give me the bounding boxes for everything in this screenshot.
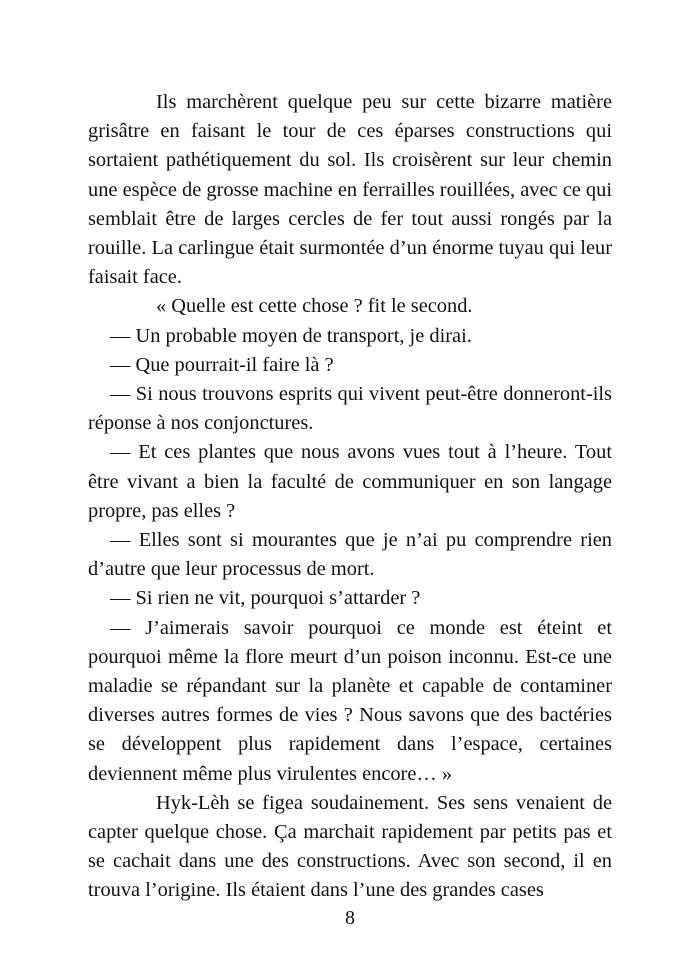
paragraph-dialogue: — Elles sont si mourantes que je n’ai pu comprendre rien d’autre que leur processus de mort. (88, 529, 612, 581)
paragraph-dialogue: — Un probable moyen de transport, je dirai. (110, 324, 472, 347)
paragraph-dialogue-opening: « Quelle est cette chose ? fit le second. (156, 295, 473, 318)
paragraph-narrative: Hyk-Lèh se figea soudainement. Ses sens venaient de capter quelque chose. Ça marchait rapidement par petits pas et se cachait dans une des constructions. Avec son second, il en trouva l’origine. Ils étaient dans l’une des grandes cases (88, 791, 612, 902)
paragraph-dialogue: — Si rien ne vit, pourquoi s’attarder ? (110, 587, 421, 610)
page-body (88, 88, 612, 906)
paragraph-dialogue: — Et ces plantes que nous avons vues tout à l’heure. Tout être vivant a bien la faculté de communiquer en son langage propre, pas elles ? (88, 441, 612, 522)
paragraph-dialogue: — J’aimerais savoir pourquoi ce monde est éteint et pourquoi même la flore meurt d’un poison inconnu. Est-ce une maladie se répandant sur la planète et capable de contaminer diverses autres formes de vies ? Nous savons que des bactéries se développent plus rapidement dans l’espace, certaines deviennent même plus virulentes encore… » (88, 616, 612, 785)
paragraph-narrative: Ils marchèrent quelque peu sur cette bizarre matière grisâtre en faisant le tour de ces éparses constructions qui sortaient pathétiquement du sol. Ils croisèrent sur leur chemin une espèce de grosse machine en ferrailles rouillées, avec ce qui semblait être de larges cercles de fer tout aussi rongés par la rouille. La carlingue était surmontée d’un énorme tuyau qui leur faisait face. (88, 91, 612, 289)
paragraph-dialogue: — Que pourrait-il faire là ? (110, 353, 334, 376)
page-number: 8 (345, 907, 355, 929)
paragraph-dialogue: — Si nous trouvons esprits qui vivent peut-être donneront-ils réponse à nos conjonctures. (88, 383, 612, 435)
